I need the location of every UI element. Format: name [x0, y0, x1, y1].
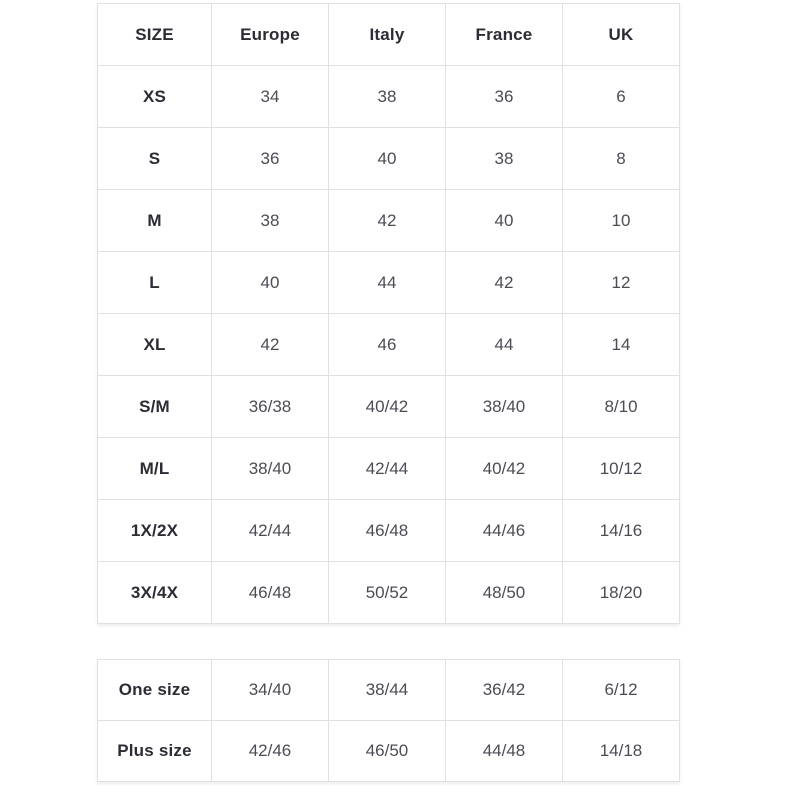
- size-label-cell: XS: [98, 66, 212, 128]
- size-value-cell: 44: [446, 314, 563, 376]
- size-value-cell: 38/40: [446, 376, 563, 438]
- size-label-cell: 1X/2X: [98, 500, 212, 562]
- one-size-plus-size-table: [97, 659, 680, 782]
- table-row: [98, 252, 680, 314]
- size-label-cell: M: [98, 190, 212, 252]
- size-value-cell: 10: [563, 190, 680, 252]
- size-label-cell: One size: [98, 660, 212, 721]
- size-label-cell: S: [98, 128, 212, 190]
- size-value-cell: 36/38: [212, 376, 329, 438]
- header-row: [98, 4, 680, 66]
- size-value-cell: 42/46: [212, 721, 329, 782]
- size-value-cell: 8: [563, 128, 680, 190]
- size-value-cell: 12: [563, 252, 680, 314]
- size-label-cell: M/L: [98, 438, 212, 500]
- size-value-cell: 40: [212, 252, 329, 314]
- size-value-cell: 42/44: [329, 438, 446, 500]
- size-label-cell: Plus size: [98, 721, 212, 782]
- size-value-cell: 42/44: [212, 500, 329, 562]
- size-value-cell: 44/46: [446, 500, 563, 562]
- column-header-europe: Europe: [212, 4, 329, 66]
- size-value-cell: 14/18: [563, 721, 680, 782]
- size-value-cell: 34: [212, 66, 329, 128]
- size-conversion-table: [97, 3, 680, 624]
- table-row: [98, 562, 680, 624]
- size-value-cell: 6: [563, 66, 680, 128]
- size-value-cell: 40: [329, 128, 446, 190]
- size-value-cell: 38/40: [212, 438, 329, 500]
- size-value-cell: 46/48: [329, 500, 446, 562]
- column-header-france: France: [446, 4, 563, 66]
- size-value-cell: 36: [446, 66, 563, 128]
- size-value-cell: 46/48: [212, 562, 329, 624]
- table-row: [98, 66, 680, 128]
- table-row: [98, 314, 680, 376]
- size-label-cell: XL: [98, 314, 212, 376]
- table-row: [98, 721, 680, 782]
- size-value-cell: 14/16: [563, 500, 680, 562]
- size-value-cell: 42: [212, 314, 329, 376]
- column-header-size: SIZE: [98, 4, 212, 66]
- column-header-uk: UK: [563, 4, 680, 66]
- size-value-cell: 38: [446, 128, 563, 190]
- size-value-cell: 38: [212, 190, 329, 252]
- table-row: [98, 128, 680, 190]
- table-row: [98, 660, 680, 721]
- size-value-cell: 50/52: [329, 562, 446, 624]
- size-value-cell: 40/42: [329, 376, 446, 438]
- size-value-cell: 14: [563, 314, 680, 376]
- size-value-cell: 44/48: [446, 721, 563, 782]
- size-value-cell: 34/40: [212, 660, 329, 721]
- size-value-cell: 48/50: [446, 562, 563, 624]
- size-value-cell: 42: [446, 252, 563, 314]
- size-value-cell: 42: [329, 190, 446, 252]
- table-row: [98, 376, 680, 438]
- size-value-cell: 18/20: [563, 562, 680, 624]
- size-value-cell: 40/42: [446, 438, 563, 500]
- column-header-italy: Italy: [329, 4, 446, 66]
- size-value-cell: 8/10: [563, 376, 680, 438]
- size-value-cell: 10/12: [563, 438, 680, 500]
- table-row: [98, 438, 680, 500]
- size-value-cell: 6/12: [563, 660, 680, 721]
- size-label-cell: S/M: [98, 376, 212, 438]
- size-label-cell: L: [98, 252, 212, 314]
- size-value-cell: 36: [212, 128, 329, 190]
- size-value-cell: 46/50: [329, 721, 446, 782]
- size-value-cell: 44: [329, 252, 446, 314]
- size-label-cell: 3X/4X: [98, 562, 212, 624]
- size-value-cell: 38/44: [329, 660, 446, 721]
- table-row: [98, 500, 680, 562]
- size-value-cell: 40: [446, 190, 563, 252]
- size-value-cell: 38: [329, 66, 446, 128]
- size-value-cell: 36/42: [446, 660, 563, 721]
- table-row: [98, 190, 680, 252]
- size-value-cell: 46: [329, 314, 446, 376]
